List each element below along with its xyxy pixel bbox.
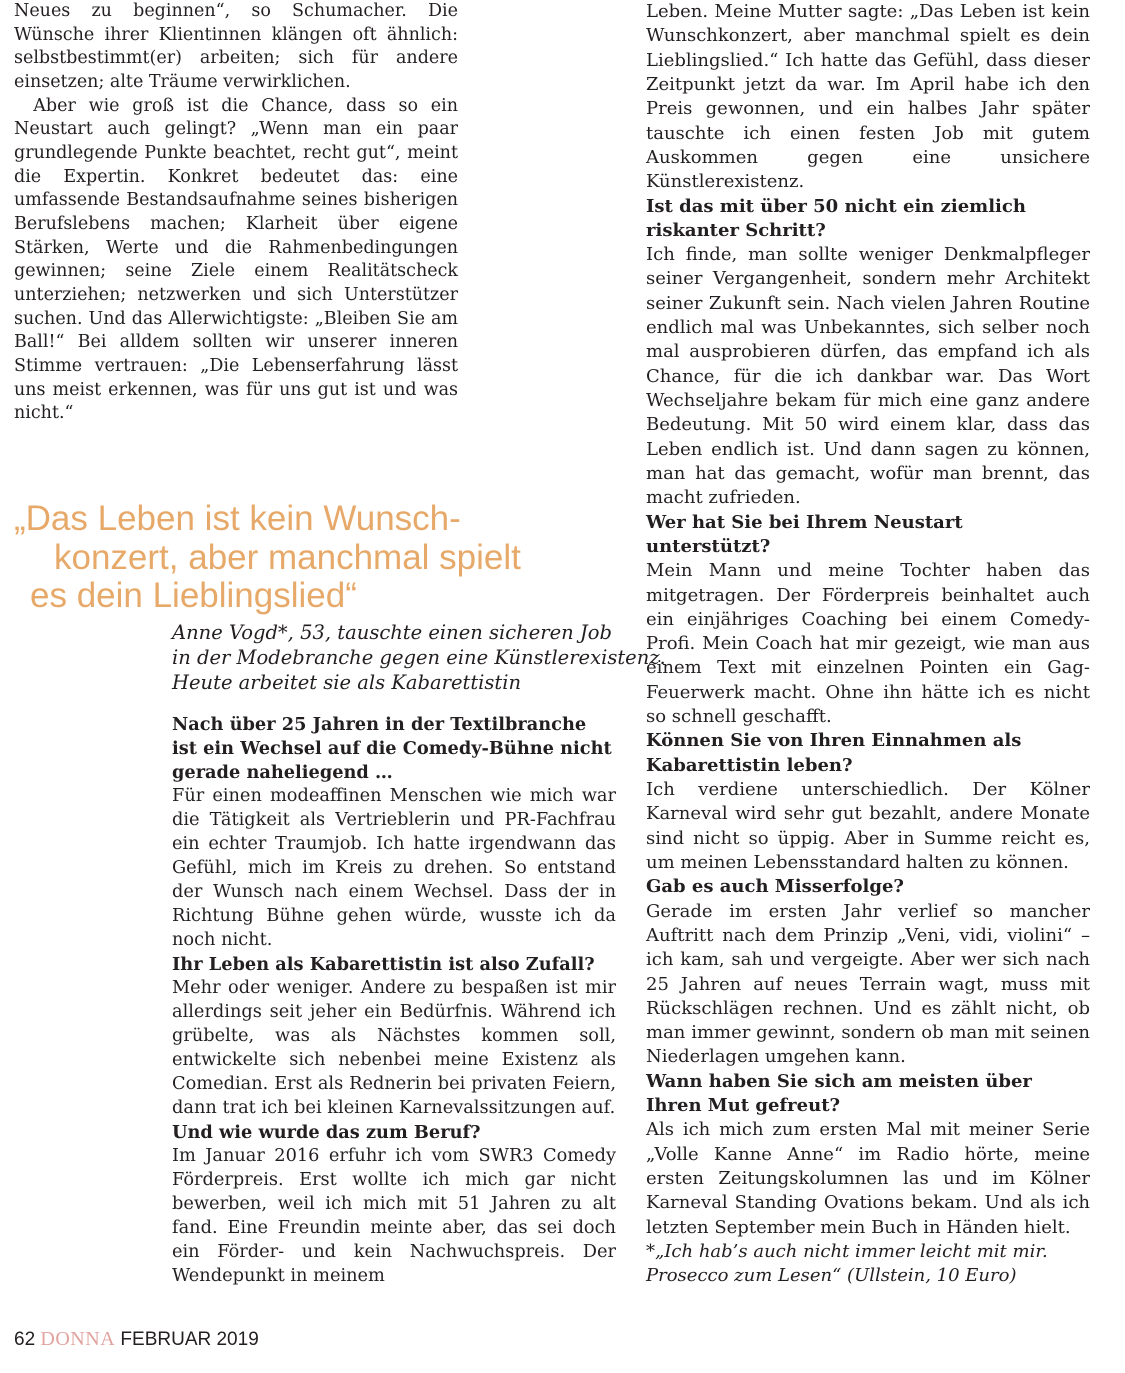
interview-answer: Leben. Meine Mutter sagte: „Das Leben ist kein Wunschkonzert, aber manchmal spielt es dein Lieblingslied.“ Ich hatte das Gefühl, dass dieser Zeitpunkt jetzt da war. Im April habe ich den Preis gewonnen, und ein halbes Jahr später tauschte ich einen festen Job mit gutem Auskommen gegen eine unsichere Künstlerexistenz. [646,1,1090,193]
article-column-left [14,0,458,426]
book-footnote: *„Ich hab’s auch nicht immer leicht mit mir. [646,1240,1048,1262]
interview-answer: Als ich mich zum ersten Mal mit meiner Serie „Volle Kanne Anne“ im Radio hörte, meine ersten Zeitungskolumnen las und im Kölner Karneval Standing Ovations bekam. Und als ich letzten September mein Buch in Händen hielt. [646,1119,1090,1238]
interview-question: Können Sie von Ihren Einnahmen als Kabarettistin leben? [646,730,1022,776]
issue-date: FEBRUAR 2019 [120,1329,259,1350]
interview-intro [172,620,666,695]
intro-line: in der Modebranche gegen eine Künstlerexistenz. [172,646,666,669]
interview-question: Und wie wurde das zum Beruf? [172,1121,481,1143]
magazine-brand: DONNA [40,1328,116,1350]
interview-answer: Für einen modeaffinen Menschen wie mich war die Tätigkeit als Vertrieblerin und PR-Fachfrau ein echter Traumjob. Ich hatte irgendwann das Gefühl, mich im Kreis zu drehen. So entstand der Wunsch nach einem Wechsel. Dass der in Richtung Bühne gehen würde, wusste ich da noch nicht. [172,785,616,950]
interview-question: Ist das mit über 50 nicht ein ziemlich riskanter Schritt? [646,195,1026,241]
pull-quote-line: „Das Leben ist kein Wunsch- [14,499,461,538]
interview-question: Ihr Leben als Kabarettistin ist also Zufall? [172,953,595,975]
pull-quote-line: konzert, aber manchmal spielt [54,537,521,577]
article-column-middle [172,713,616,1289]
intro-line: Heute arbeitet sie als Kabarettistin [172,671,522,694]
body-paragraph: Neues zu beginnen“, so Schumacher. Die Wünsche ihrer Klientinnen klängen oft ähnlich: selbstbestimmt(er) arbeiten; sich für andere einsetzen; alte Träume verwirklichen. [14,1,458,92]
interview-answer: Ich verdiene unterschiedlich. Der Kölner Karneval wird sehr gut bezahlt, andere Monate sind nicht so üppig. Aber in Summe reicht es, um meinen Lebensstandard halten zu können. [646,779,1090,873]
page-footer [14,1328,259,1351]
interview-question: Wer hat Sie bei Ihrem Neustart unterstützt? [646,511,963,557]
interview-answer: Gerade im ersten Jahr verlief so mancher Auftritt nach dem Prinzip „Veni, vidi, violini“ – ich kam, sah und vergeigte. Aber wer sich nach 25 Jahren auf neues Terrain wagt, muss mit Rückschlägen rechnen. Und es zählt nicht, ob man immer gewinnt, sondern ob man mit seinen Niederlagen umgehen kann. [646,900,1090,1068]
interview-answer: Im Januar 2016 erfuhr ich vom SWR3 Comedy Förderpreis. Erst wollte ich mich gar nicht bewerben, weil ich mich mit 51 Jahren zu alt fand. Eine Freundin meinte aber, das sei doch ein Förder- und kein Nachwuchspreis. Der Wendepunkt in meinem [172,1145,616,1286]
pull-quote [14,500,614,616]
intro-line: Anne Vogd*, 53, tauschte einen sicheren Job [172,621,612,644]
interview-question: Wann haben Sie sich am meisten über Ihren Mut gefreut? [646,1070,1032,1117]
book-footnote: Prosecco zum Lesen“ (Ullstein, 10 Euro) [646,1265,1017,1287]
article-column-right [646,0,1090,1289]
body-paragraph: Aber wie groß ist die Chance, dass so ein Neustart auch gelingt? „Wenn man ein paar grundlegende Punkte beachtet, recht gut“, meint die Expertin. Konkret bedeutet das: eine umfassende Bestandsaufnahme seines bisherigen Berufslebens machen; Klarheit über eigene Stärken, Werte und die Rahmenbedingungen gewinnen; seine Ziele einem Realitätscheck unterziehen; netzwerken und sich Unterstützer suchen. Und das Allerwichtigste: „Bleiben Sie am Ball!“ Bei alldem sollten wir unserer inneren Stimme vertrauen: „Die Lebenserfahrung lässt uns meist erkennen, was für uns gut ist und was nicht.“ [14,95,458,424]
interview-question: Nach über 25 Jahren in der Textilbranche ist ein Wechsel auf die Comedy-Bühne nicht gerade naheliegend … [172,714,612,783]
page-number: 62 [14,1329,36,1350]
interview-answer: Mehr oder weniger. Andere zu bespaßen ist mir allerdings seit jeher ein Bedürfnis. Während ich grübelte, was als Nächstes kommen soll, entwickelte sich nebenbei meine Existenz als Comedian. Erst als Rednerin bei privaten Feiern, dann trat ich bei kleinen Karnevalssitzungen auf. [172,977,616,1118]
pull-quote-line: es dein Lieblingslied“ [30,576,357,615]
interview-question: Gab es auch Misserfolge? [646,876,904,898]
interview-answer: Ich finde, man sollte weniger Denkmalpfleger seiner Vergangenheit, sondern mehr Architekt seiner Zukunft sein. Nach vielen Jahren Routine endlich mal was Unbekanntes, sich selber noch mal ausprobieren dürfen, das empfand ich als Chance, für die ich dankbar war. Das Wort Wechseljahre bekam für mich eine ganz andere Bedeutung. Mit 50 wird einem klar, dass das Leben endlich ist. Und dann sagen zu können, man hat das gemacht, wofür man brennt, das macht zufrieden. [646,244,1090,509]
interview-answer: Mein Mann und meine Tochter haben das mitgetragen. Der Förderpreis beinhaltet auch ein einjähriges Coaching bei einem Comedy-Profi. Mein Coach hat mir gezeigt, wie man aus einem Text mit einzelnen Pointen ein Gag-Feuerwerk macht. Ohne ihn hätte ich es nicht so schnell geschafft. [646,560,1090,728]
